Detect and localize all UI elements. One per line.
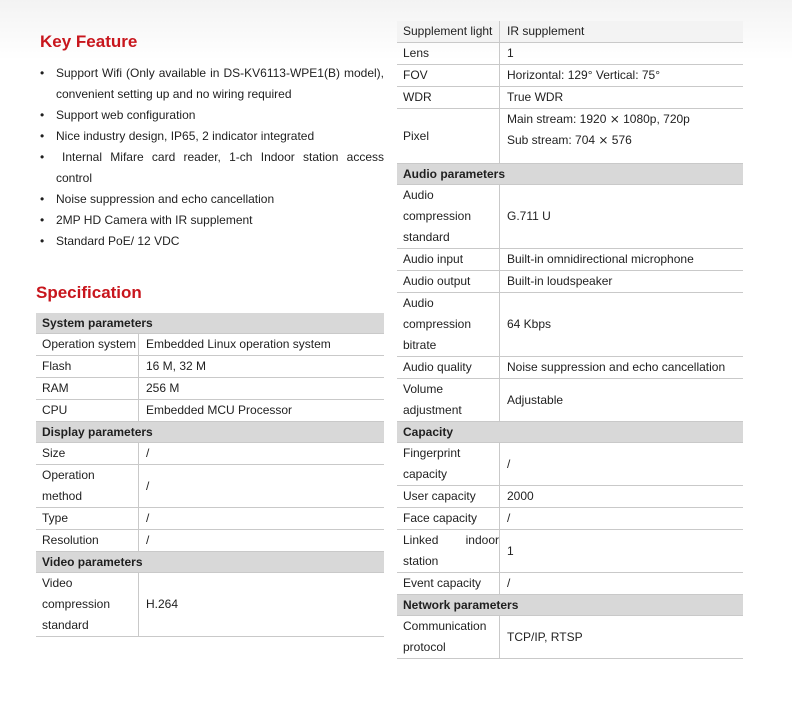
- group-header: Audio parameters: [397, 164, 743, 185]
- row-value: IR supplement: [500, 21, 744, 43]
- group-header-row: [36, 313, 384, 334]
- row-label: FOV: [397, 65, 500, 87]
- group-header-row: [397, 164, 743, 185]
- table-row: [397, 87, 743, 109]
- row-label: Resolution: [36, 530, 139, 552]
- table-row: [397, 357, 743, 379]
- row-label: RAM: [36, 378, 139, 400]
- row-value: Adjustable: [500, 379, 744, 422]
- table-row: [397, 379, 743, 422]
- spec-table-right: [397, 21, 743, 659]
- row-value: G.711 U: [500, 185, 744, 249]
- bullet-icon: •: [40, 234, 45, 248]
- row-value: Horizontal: 129° Vertical: 75°: [500, 65, 744, 87]
- bullet-icon: •: [40, 150, 45, 164]
- row-label: Audio compression standard: [397, 185, 500, 249]
- pixel-sub-stream: Sub stream: 704 ⨯ 576: [507, 133, 632, 147]
- row-value: /: [139, 508, 385, 530]
- row-value: [500, 109, 744, 164]
- row-value: TCP/IP, RTSP: [500, 616, 744, 659]
- group-header: Network parameters: [397, 595, 743, 616]
- row-label: Supplement light: [397, 21, 500, 43]
- row-label: Event capacity: [397, 573, 500, 595]
- row-value: /: [500, 508, 744, 530]
- table-row: [36, 334, 384, 356]
- row-value: /: [139, 465, 385, 508]
- row-value: Built-in omnidirectional microphone: [500, 249, 744, 271]
- bullet-icon: •: [40, 192, 45, 206]
- row-label: Type: [36, 508, 139, 530]
- row-value: /: [139, 443, 385, 465]
- row-label: Lens: [397, 43, 500, 65]
- row-label: Fingerprint capacity: [397, 443, 500, 486]
- bullet-icon: •: [40, 66, 45, 80]
- group-header: Display parameters: [36, 422, 384, 443]
- row-label: Volume adjustment: [397, 379, 500, 422]
- table-row: [36, 443, 384, 465]
- row-label: Audio quality: [397, 357, 500, 379]
- feature-item: • 2MP HD Camera with IR supplement: [40, 210, 384, 231]
- row-label: Size: [36, 443, 139, 465]
- table-row: [36, 400, 384, 422]
- table-row: [36, 508, 384, 530]
- row-label: Pixel: [397, 109, 500, 164]
- row-value: 256 M: [139, 378, 385, 400]
- feature-item: • Standard PoE/ 12 VDC: [40, 231, 384, 252]
- feature-list: [40, 63, 384, 252]
- row-label: CPU: [36, 400, 139, 422]
- table-row: [397, 43, 743, 65]
- feature-item: • Support Wifi (Only available in DS-KV6113-WPE1(B) model), convenient setting up and no wiring required: [40, 63, 384, 105]
- table-row: [397, 249, 743, 271]
- bullet-icon: •: [40, 108, 45, 122]
- group-header: Video parameters: [36, 552, 384, 573]
- row-value: 64 Kbps: [500, 293, 744, 357]
- key-feature-heading: Key Feature: [40, 32, 138, 51]
- specification-heading: Specification: [36, 283, 142, 302]
- table-row: [397, 508, 743, 530]
- row-label: Operation method: [36, 465, 139, 508]
- row-value: 1: [500, 530, 744, 573]
- table-row: [397, 65, 743, 87]
- row-label: Face capacity: [397, 508, 500, 530]
- row-value: 1: [500, 43, 744, 65]
- table-row: [397, 293, 743, 357]
- row-value: /: [139, 530, 385, 552]
- row-label: WDR: [397, 87, 500, 109]
- group-header-row: [36, 422, 384, 443]
- feature-item: • Internal Mifare card reader, 1-ch Indoor station access control: [40, 147, 384, 189]
- table-row: [397, 443, 743, 486]
- row-value: Built-in loudspeaker: [500, 271, 744, 293]
- bullet-icon: •: [40, 213, 45, 227]
- row-label: Audio compression bitrate: [397, 293, 500, 357]
- spec-table-left: [36, 313, 384, 637]
- group-header: System parameters: [36, 313, 384, 334]
- table-row: [36, 530, 384, 552]
- table-row: [397, 109, 743, 164]
- row-label: Audio input: [397, 249, 500, 271]
- table-row: [397, 486, 743, 508]
- row-label: Flash: [36, 356, 139, 378]
- feature-item: • Noise suppression and echo cancellation: [40, 189, 384, 210]
- pixel-main-stream: Main stream: 1920 ⨯ 1080p, 720p: [507, 112, 690, 126]
- group-header: Capacity: [397, 422, 743, 443]
- row-value: /: [500, 573, 744, 595]
- table-row: [36, 465, 384, 508]
- table-row: [36, 378, 384, 400]
- row-label: User capacity: [397, 486, 500, 508]
- bullet-icon: •: [40, 129, 45, 143]
- row-label: Communication protocol: [397, 616, 500, 659]
- row-value: Embedded Linux operation system: [139, 334, 385, 356]
- group-header-row: [36, 552, 384, 573]
- feature-item: • Support web configuration: [40, 105, 384, 126]
- row-label: Operation system: [36, 334, 139, 356]
- table-row: [36, 356, 384, 378]
- table-row: [397, 573, 743, 595]
- table-row: [36, 573, 384, 637]
- row-value: H.264: [139, 573, 385, 637]
- row-value: /: [500, 443, 744, 486]
- group-header-row: [397, 595, 743, 616]
- row-label: Audio output: [397, 271, 500, 293]
- table-row: [397, 530, 743, 573]
- row-value: 16 M, 32 M: [139, 356, 385, 378]
- feature-item: • Nice industry design, IP65, 2 indicator integrated: [40, 126, 384, 147]
- row-label: Linked indoor station: [397, 530, 500, 573]
- right-column: [397, 21, 743, 659]
- row-value: 2000: [500, 486, 744, 508]
- row-value: Noise suppression and echo cancellation: [500, 357, 744, 379]
- table-row: [397, 21, 743, 43]
- table-row: [397, 616, 743, 659]
- row-value: True WDR: [500, 87, 744, 109]
- group-header-row: [397, 422, 743, 443]
- row-value: Embedded MCU Processor: [139, 400, 385, 422]
- table-row: [397, 271, 743, 293]
- row-label: Video compression standard: [36, 573, 139, 637]
- table-row: [397, 185, 743, 249]
